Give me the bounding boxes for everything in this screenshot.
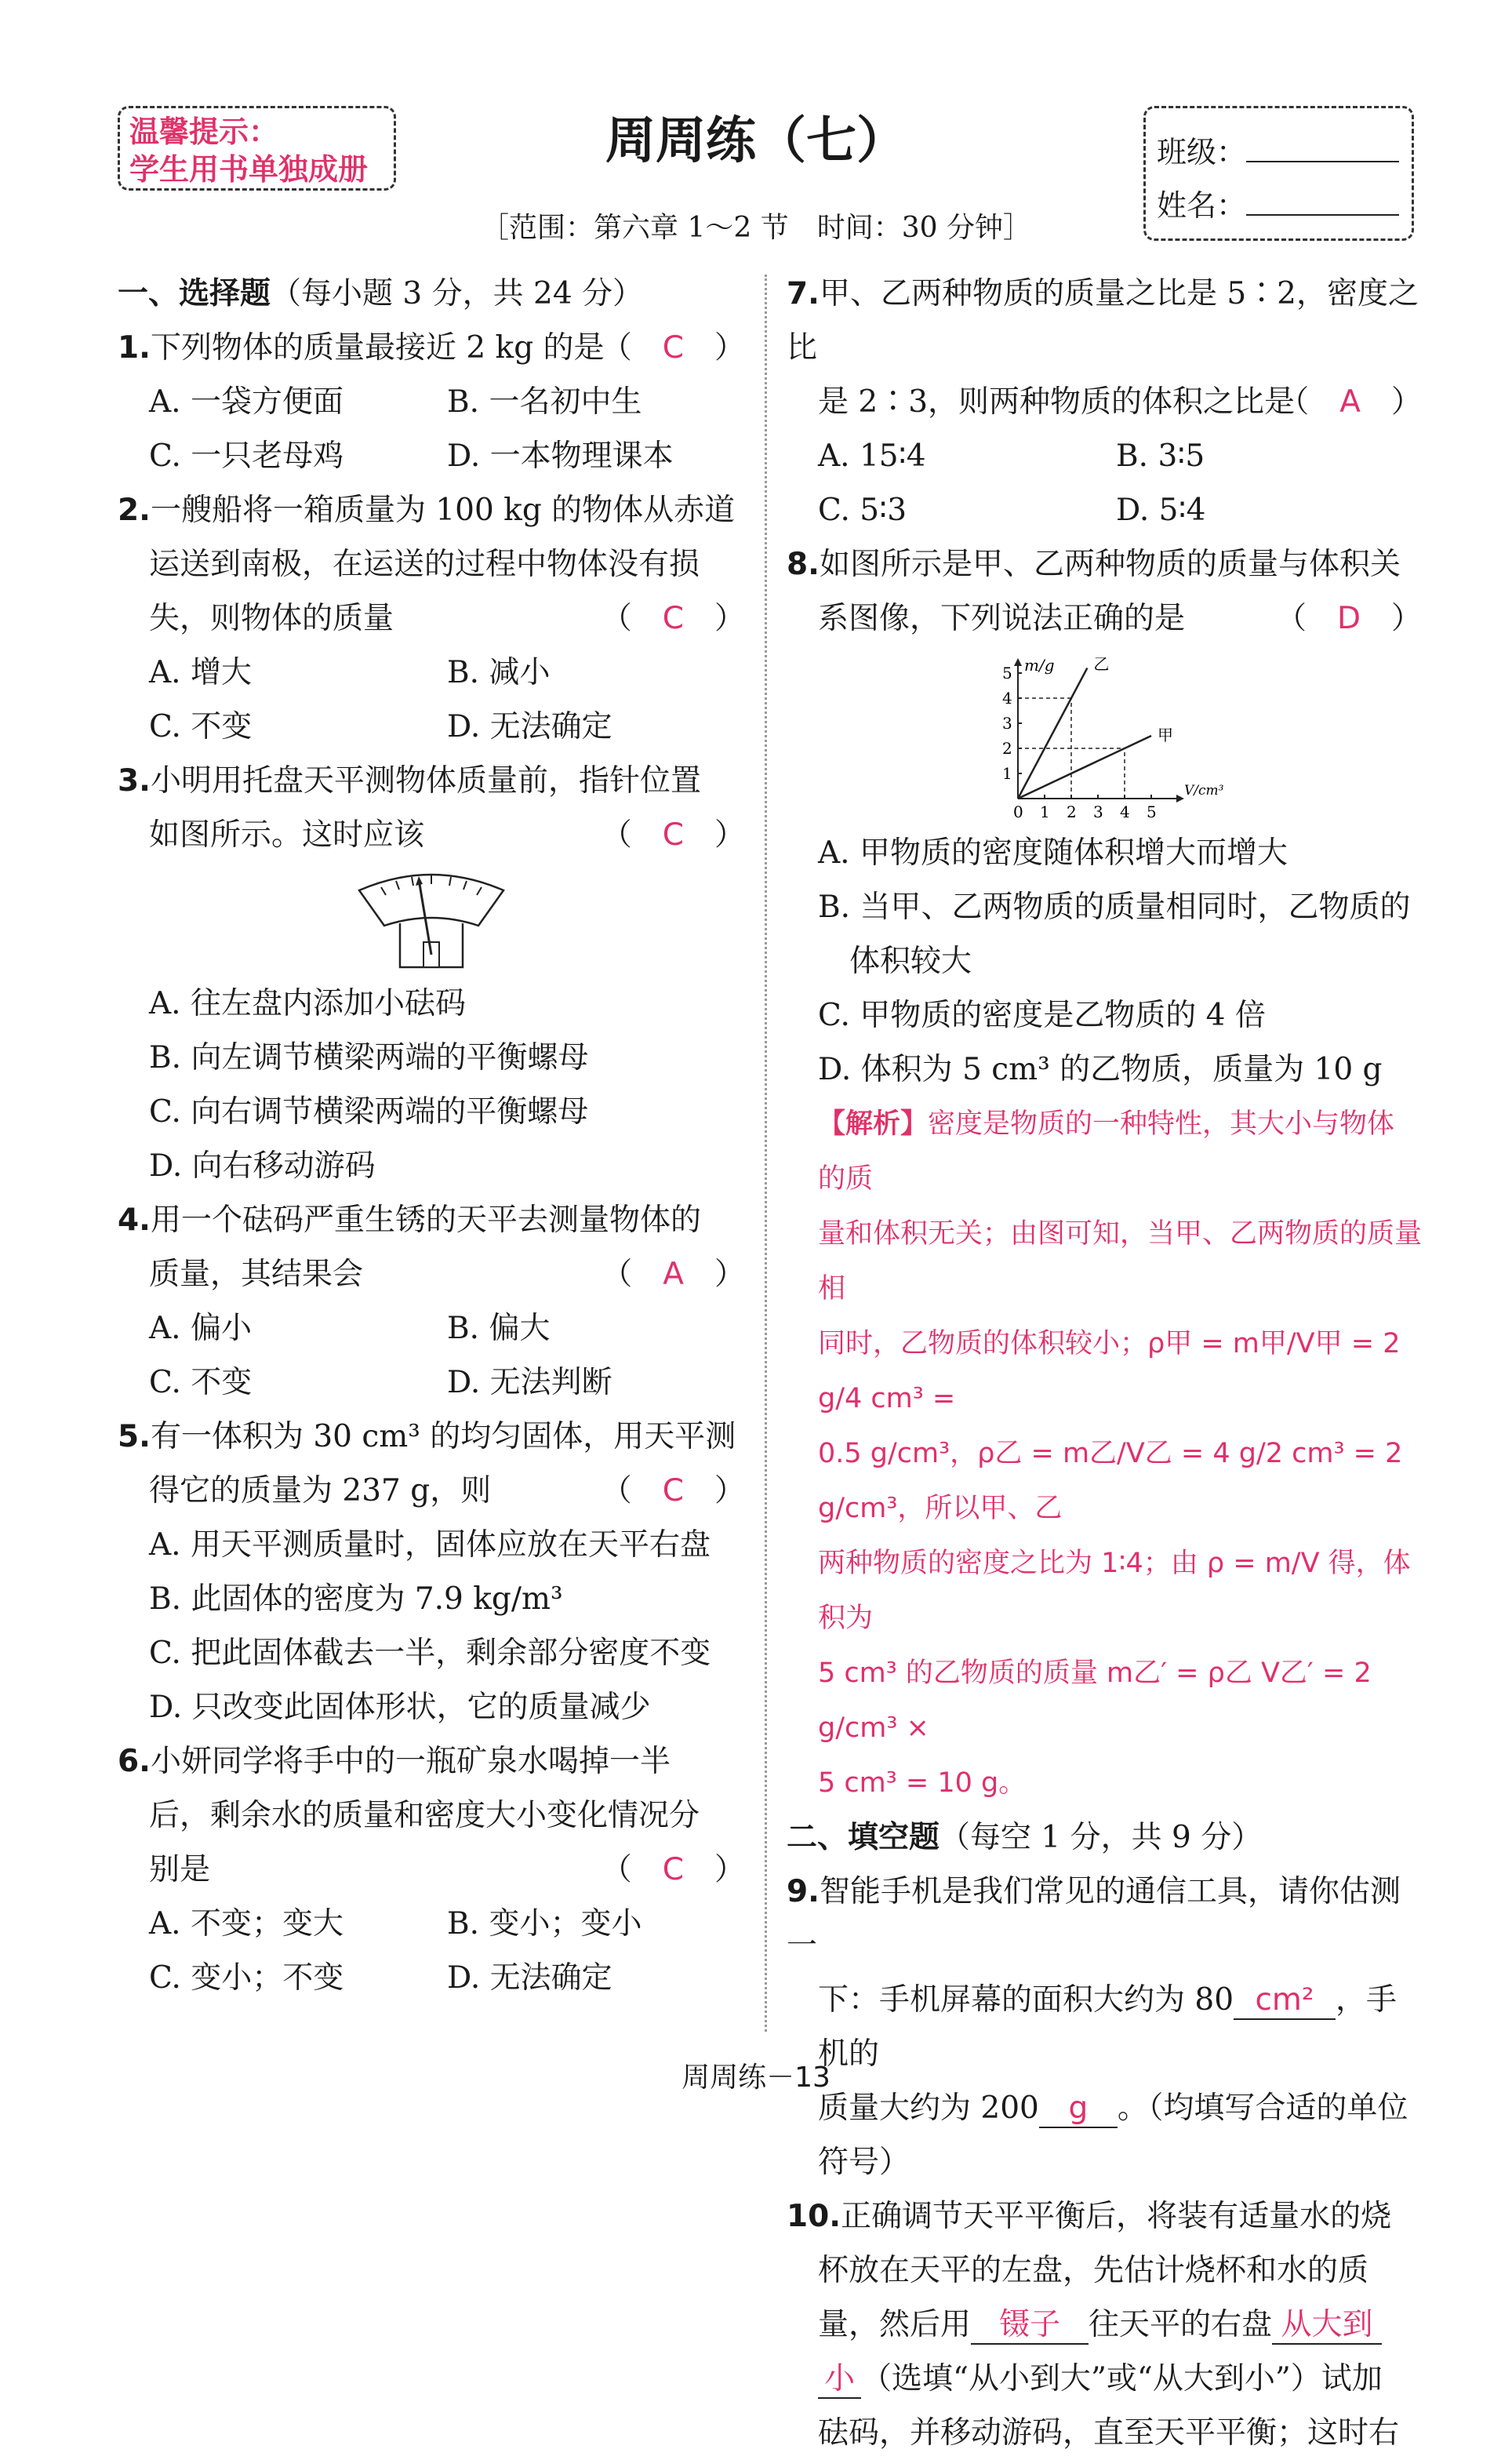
question-1: 1.下列物体的质量最接近 2 kg 的是 （ C ） A. 一袋方便面 B. 一名初中生 C. 一只老母鸡 D. 一本物理课本 (118, 321, 745, 483)
answer-1: C (662, 330, 684, 366)
class-field[interactable] (1246, 137, 1399, 162)
series-line-yi (1018, 668, 1087, 799)
y-tick-label: 2 (1002, 739, 1012, 758)
analysis-tag: 【解析】 (818, 1108, 929, 1140)
reminder-line2: 学生用书单独成册 (129, 152, 369, 187)
q10-blank-2b[interactable]: 小 (818, 2361, 861, 2399)
name-label: 姓名： (1157, 188, 1247, 223)
answer-6: C (662, 1852, 684, 1887)
q9-blank-2[interactable]: g (1039, 2091, 1118, 2128)
mass-volume-chart (787, 646, 1422, 826)
question-6: 6.小妍同学将手中的一瓶矿泉水喝掉一半 后，剩余水的质量和密度大小变化情况分 别是 （ C ） A. 不变；变大 B. 变小；变小 C. 变小；不变 D. 无法确定 (118, 1744, 745, 1996)
analysis-block: 【解析】密度是物质的一种特性，其大小与物体的质 量和体积无关；由图可知，当甲、乙两物质的质量相 同时，乙物质的体积较小；ρ甲 = m甲/V甲 = 2 g/4 cm³ = 0.5 g/cm³，ρ乙 = m乙/V乙 = 4 g/2 cm³ = 2 g/cm³，所以甲、乙 两种物质的密度之比为 1∶4；由 ρ = m/V 得，体积为 5 cm³ 的乙物质的质量 m乙′ = ρ乙 V乙′ = 2 g/cm³ × 5 cm³ = 10 g。 (818, 1108, 1423, 1799)
name-box (1143, 106, 1414, 241)
question-9: 9.智能手机是我们常见的通信工具，请你估测一 下：手机屏幕的面积大约为 80 cm² ，手机的 质量大约为 200 g 。（均填写合适的单位 符号） (787, 1874, 1408, 2180)
left-column (118, 267, 745, 2005)
question-8: 8.如图所示是甲、乙两种物质的质量与体积关 系图像，下列说法正确的是 （ D ） m/g V/cm³ 0 1 2 3 4 5 1 2 3 4 5 乙 甲 A. 甲物质的密度随体积增大而增大 B. 当甲、乙两物质的质量相同时，乙物质的 体积较大 C. 甲物质的密度是乙物质的 4 倍 D. 体积为 5 cm³ 的乙物质，质量为 10 g (787, 547, 1422, 1087)
answer-8: D (1336, 601, 1361, 636)
y-tick-label: 4 (1002, 689, 1012, 708)
q1-option-d: D. 一本物理课本 (447, 439, 674, 474)
answer-2: C (662, 601, 684, 636)
x-tick-label: 3 (1093, 802, 1103, 821)
x-axis-label: V/cm³ (1184, 783, 1224, 799)
q1-option-b: B. 一名初中生 (447, 384, 642, 420)
question-3: 3.小明用托盘天平测物体质量前，指针位置 如图所示。这时应该 （ C ） A. 往左盘内添加小砝码 B. 向左调节横梁两端的平衡螺母 C. 向右调节横梁两端的平衡螺母 D. 向右移动游码 (118, 763, 745, 1184)
q10-blank-2a[interactable]: 从大到 (1272, 2307, 1382, 2345)
x-tick-label: 0 (1013, 802, 1023, 821)
x-tick-label: 1 (1040, 802, 1050, 821)
answer-3: C (662, 817, 684, 853)
y-axis-label: m/g (1024, 656, 1055, 675)
series-label: 乙 (1093, 654, 1110, 674)
y-tick-label: 1 (1002, 764, 1012, 783)
q10-blank-1[interactable]: 镊子 (971, 2307, 1089, 2345)
x-tick-label: 2 (1067, 802, 1077, 821)
class-label: 班级： (1157, 135, 1247, 169)
series-line-jia (1018, 736, 1151, 799)
q1-option-a: A. 一袋方便面 (149, 384, 343, 420)
question-10: 10.正确调节天平平衡后，将装有适量水的烧 杯放在天平的左盘，先估计烧杯和水的质 量，然后用 镊子 往天平的右盘 从大到 小 （选填“从小到大”或“从大到小”）试加 砝码，并移动游码，直至天平平衡；这时右 (787, 2199, 1400, 2451)
question-4: 4.用一个砝码严重生锈的天平去测量物体的 质量，其结果会 （ A ） A. 偏小 B. 偏大 C. 不变 D. 无法判断 (118, 1203, 745, 1400)
series-label: 甲 (1158, 726, 1173, 744)
page-title: 周周练（七） (605, 112, 907, 170)
question-5: 5.有一体积为 30 cm³ 的均匀固体，用天平测 得它的质量为 237 g，则 （ C ） A. 用天平测质量时，固体应放在天平右盘 B. 此固体的密度为 7.9 kg/m³ C. 把此固体截去一半，剩余部分密度不变 D. 只改变此固体形状，它的质量减少 (118, 1419, 745, 1725)
page-subtitle: ［范围：第六章 1～2 节 时间：30 分钟］ (481, 212, 1031, 244)
reminder-line1: 温馨提示： (129, 115, 279, 149)
column-divider (765, 275, 767, 2032)
q1-option-c: C. 一只老母鸡 (149, 439, 344, 474)
question-7: 7.甲、乙两种物质的质量之比是 5∶2，密度之比 是 2∶3，则两种物质的体积之比是 （ A ） A. 15∶4 B. 3∶5 C. 5∶3 D. 5∶4 (787, 276, 1422, 528)
y-tick-label: 5 (1002, 664, 1012, 682)
y-tick-label: 3 (1002, 714, 1012, 733)
answer-7: A (1339, 384, 1361, 420)
balance-pointer-figure (118, 862, 745, 977)
answer-5: C (662, 1473, 684, 1508)
question-2: 2.一艘船将一箱质量为 100 kg 的物体从赤道 运送到南极，在运送的过程中物体没有损 失，则物体的质量 （ C ） A. 增大 B. 减小 C. 不变 D. 无法确定 (118, 493, 745, 744)
q9-blank-1[interactable]: cm² (1234, 1982, 1336, 2020)
page-footer: 周周练－13 (681, 2062, 831, 2094)
x-tick-label: 5 (1147, 802, 1157, 821)
section1-heading: 一、选择题（每小题 3 分，共 24 分） (118, 276, 644, 311)
section2-heading: 二、填空题（每空 1 分，共 9 分） (787, 1820, 1263, 1855)
name-field[interactable] (1246, 191, 1399, 216)
right-column (787, 267, 1422, 2460)
answer-4: A (663, 1257, 684, 1292)
x-tick-label: 4 (1120, 802, 1130, 821)
